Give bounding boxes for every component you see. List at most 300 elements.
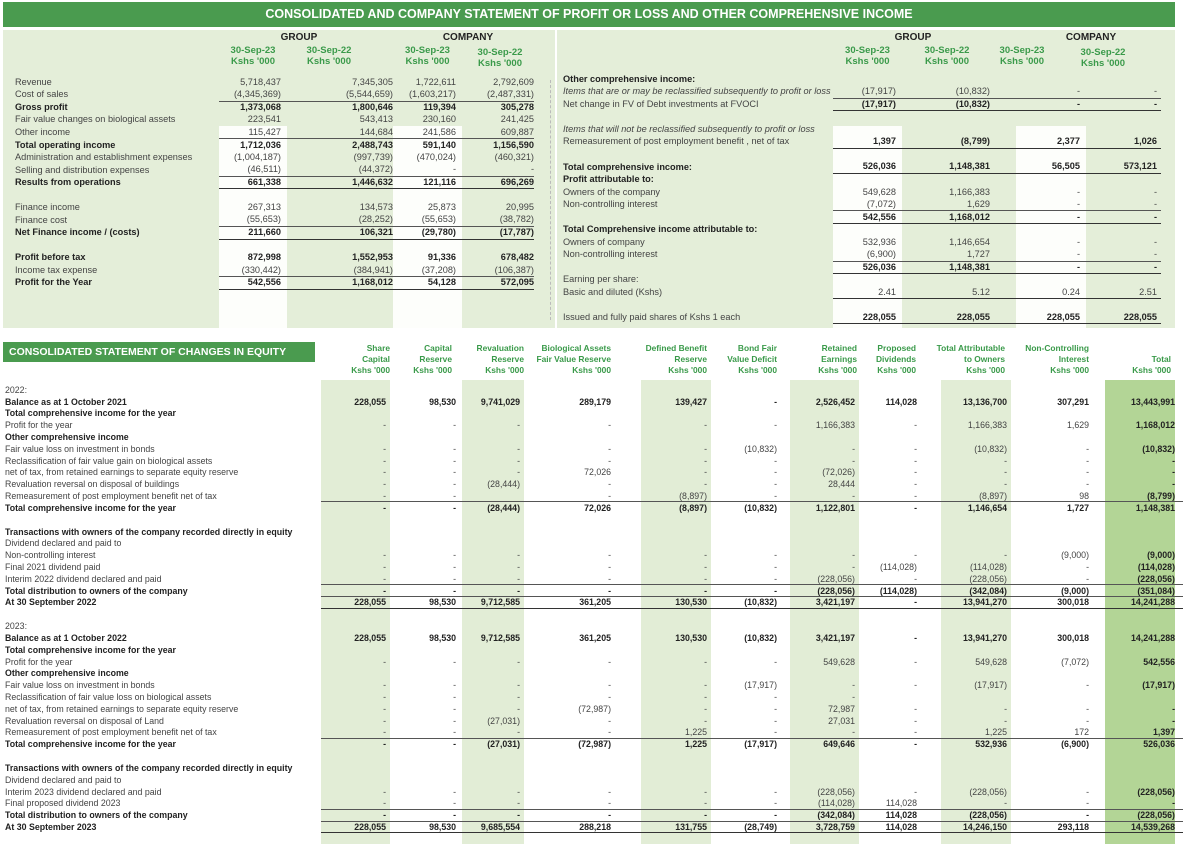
value-cell: 549,628 (862, 186, 896, 197)
table-row (3, 164, 555, 177)
row-label: 2023: (5, 621, 28, 632)
value-cell (929, 514, 1011, 526)
table-row (3, 101, 555, 114)
row-label: Dividend declared and paid to (5, 774, 122, 785)
value-cell (711, 620, 783, 632)
value-cell: 1,225 (684, 727, 707, 738)
value-cell: 872,998 (247, 252, 281, 263)
row-label (557, 148, 833, 161)
spacer (534, 201, 555, 214)
value-cell (641, 526, 711, 538)
value-cell: - (1004, 715, 1007, 726)
value-cell: 1,800,646 (287, 101, 393, 114)
value-cell: (228,056) (783, 585, 859, 597)
value-cell: (44,372) (358, 164, 393, 175)
value-cell: - (608, 479, 611, 490)
value-cell (393, 189, 462, 202)
value-cell (460, 526, 524, 538)
value-cell: - (517, 420, 520, 431)
equity-column-header: Retained Earnings Kshs '000 (818, 343, 857, 375)
value-cell: - (517, 443, 520, 454)
value-cell (321, 620, 390, 632)
spacer (1161, 311, 1175, 324)
value-cell: (1,603,217) (409, 89, 456, 100)
spacer (534, 101, 555, 114)
value-cell: 542,556 (833, 211, 902, 224)
value-cell (460, 668, 524, 680)
value-cell: - (608, 727, 611, 738)
value-cell: - (1086, 479, 1089, 490)
value-cell: 661,338 (219, 176, 287, 189)
value-cell: - (914, 573, 917, 584)
value-cell: 56,505 (1016, 161, 1086, 174)
value-cell: - (1004, 798, 1007, 809)
value-cell: 14,241,288 (1130, 633, 1175, 644)
value-cell: - (914, 455, 917, 466)
value-cell: - (1086, 98, 1161, 111)
value-cell: (28,444) (460, 502, 524, 514)
value-cell: - (390, 809, 460, 821)
value-cell: - (704, 420, 707, 431)
value-cell: 230,160 (422, 114, 456, 125)
value-cell: 1,148,381 (902, 261, 1016, 274)
value-cell (460, 608, 524, 620)
value-cell (1086, 299, 1161, 312)
value-cell: 14,241,288 (1105, 597, 1183, 609)
value-cell: 228,055 (354, 633, 386, 644)
value-cell (1011, 750, 1105, 762)
row-label: Revenue (15, 76, 52, 87)
table-row (3, 821, 1183, 833)
row-label: 2022: (5, 384, 28, 395)
table-row (3, 277, 555, 290)
value-cell (460, 762, 524, 774)
value-cell: (10,832) (902, 98, 1016, 111)
value-cell: - (859, 502, 929, 514)
value-cell (833, 73, 902, 86)
row-label: Final proposed dividend 2023 (5, 798, 121, 809)
value-cell: - (321, 809, 390, 821)
value-cell (1011, 538, 1105, 550)
value-cell: (351,084) (1105, 585, 1183, 597)
value-cell: - (453, 786, 456, 797)
value-cell: 549,628 (823, 656, 855, 667)
row-label (557, 211, 833, 224)
value-cell: 13,941,270 (962, 633, 1007, 644)
row-label: net of tax, from retained earnings to separate equity reserve (5, 467, 239, 478)
value-cell (524, 384, 641, 396)
value-cell (1011, 774, 1105, 786)
value-cell: - (390, 738, 460, 750)
value-cell: 114,028 (885, 396, 917, 407)
value-cell (929, 668, 1011, 680)
value-cell (859, 608, 929, 620)
table-row (557, 73, 1175, 86)
table-row (3, 632, 1183, 644)
value-cell: - (383, 715, 386, 726)
value-cell (929, 644, 1011, 656)
table-row (3, 549, 1183, 561)
table-row (3, 585, 1183, 597)
value-cell: 228,055 (902, 311, 1016, 324)
value-cell (711, 514, 783, 526)
value-cell (393, 239, 462, 252)
value-cell (321, 750, 390, 762)
table-row (3, 431, 1183, 443)
row-label: Owners of company (563, 236, 645, 247)
value-cell: - (517, 467, 520, 478)
value-cell: 54,128 (393, 277, 462, 290)
value-cell: 211,660 (219, 227, 287, 240)
value-cell: (8,897) (641, 502, 711, 514)
value-cell: - (774, 455, 777, 466)
value-cell: 25,873 (427, 202, 456, 213)
spacer (1161, 286, 1175, 299)
row-label: Finance cost (15, 214, 68, 225)
row-label: Items that will not be reclassified subsequently to profit or loss (563, 123, 815, 134)
row-label: Fair value changes on biological assets (15, 114, 176, 125)
value-cell (1086, 123, 1161, 136)
value-cell (390, 514, 460, 526)
value-cell (859, 691, 929, 703)
value-cell: - (453, 420, 456, 431)
value-cell: - (852, 692, 855, 703)
value-cell: 20,995 (505, 202, 534, 213)
table-row (3, 189, 555, 202)
value-cell (929, 691, 1011, 703)
value-cell: 1,629 (967, 198, 990, 209)
table-row (3, 89, 555, 102)
value-cell: - (641, 585, 711, 597)
value-cell: - (608, 550, 611, 561)
value-cell: 300,018 (1057, 633, 1089, 644)
value-cell: - (453, 490, 456, 501)
value-cell: - (774, 396, 777, 407)
spacer (1161, 261, 1175, 274)
value-cell: 1,722,611 (415, 76, 456, 87)
row-label: Profit for the Year (15, 277, 92, 288)
value-cell: 361,205 (579, 633, 611, 644)
date-header: 30-Sep-23 Kshs '000 (845, 45, 890, 67)
value-cell (321, 608, 390, 620)
value-cell: - (517, 727, 520, 738)
value-cell: 1,712,036 (219, 139, 287, 152)
value-cell: - (517, 703, 520, 714)
row-label (3, 514, 321, 526)
row-label: Other income (15, 126, 71, 137)
spacer (534, 139, 555, 152)
value-cell (287, 189, 393, 202)
value-cell: (1,004,187) (234, 152, 281, 163)
value-cell (1105, 668, 1183, 680)
value-cell: - (1172, 715, 1175, 726)
value-cell: - (390, 585, 460, 597)
company-header: COMPANY (1065, 32, 1117, 43)
value-cell: (7,072) (866, 198, 896, 209)
value-cell (711, 538, 783, 550)
value-cell (524, 620, 641, 632)
value-cell (929, 408, 1011, 420)
equity-column-header: Non-Controlling Interest Kshs '000 (1025, 343, 1089, 375)
row-label: Remeasurement of post employment benefit , net of tax (563, 136, 790, 147)
value-cell: - (1086, 562, 1089, 573)
value-cell: - (1086, 261, 1161, 274)
table-row (3, 644, 1183, 656)
value-cell: - (914, 680, 917, 691)
value-cell: 1,168,012 (1135, 420, 1175, 431)
value-cell: 1,146,654 (949, 236, 990, 247)
value-cell: - (1086, 715, 1089, 726)
value-cell: - (852, 455, 855, 466)
value-cell: - (608, 455, 611, 466)
value-cell (833, 299, 902, 312)
value-cell: 228,055 (354, 396, 386, 407)
value-cell: - (704, 550, 707, 561)
value-cell: - (608, 562, 611, 573)
value-cell (390, 526, 460, 538)
table-row (3, 715, 1183, 727)
value-cell (1011, 526, 1105, 538)
table-row (3, 656, 1183, 668)
value-cell: - (453, 680, 456, 691)
row-label: Other comprehensive income (5, 668, 129, 679)
row-label: Net change in FV of Debt investments at FVOCI (563, 98, 759, 109)
value-cell (783, 408, 859, 420)
value-cell: 1,168,012 (287, 277, 393, 290)
value-cell (1086, 73, 1161, 86)
value-cell: (342,084) (783, 809, 859, 821)
spacer (534, 126, 555, 139)
value-cell: - (608, 443, 611, 454)
value-cell: - (524, 809, 641, 821)
spacer (534, 239, 555, 252)
value-cell (783, 668, 859, 680)
value-cell (1105, 431, 1183, 443)
value-cell: - (1172, 455, 1175, 466)
row-label: Total comprehensive income: (563, 161, 692, 172)
value-cell: 5.12 (902, 286, 1016, 299)
value-cell: - (517, 455, 520, 466)
value-cell: (2,487,331) (487, 89, 534, 100)
spacer (1161, 123, 1175, 136)
row-label: Items that are or may be reclassified subsequently to profit or loss (563, 86, 831, 97)
row-label: Earning per share: (563, 274, 639, 285)
value-cell (321, 514, 390, 526)
value-cell (1011, 431, 1105, 443)
value-cell (390, 762, 460, 774)
row-label: Total distribution to owners of the company (5, 585, 188, 596)
value-cell: 678,482 (500, 252, 534, 263)
row-label: Administration and establishment expenses (15, 152, 193, 163)
value-cell: 1,397 (833, 136, 902, 149)
table-row (3, 679, 1183, 691)
value-cell: 549,628 (975, 656, 1007, 667)
value-cell: - (859, 738, 929, 750)
value-cell: - (704, 443, 707, 454)
value-cell: (9,000) (1147, 550, 1175, 561)
row-label: Revaluation reversal on disposal of Land (5, 715, 164, 726)
value-cell: - (914, 703, 917, 714)
equity-column-header: Defined Benefit Reserve Kshs '000 (645, 343, 707, 375)
date-header: 30-Sep-22 Kshs '000 (1080, 47, 1126, 69)
value-cell: 532,936 (929, 738, 1011, 750)
value-cell: 1,148,381 (902, 161, 1016, 174)
group-header: GROUP (894, 32, 932, 43)
value-cell (641, 608, 711, 620)
value-cell: - (453, 715, 456, 726)
value-cell (833, 148, 902, 161)
value-cell: - (1011, 809, 1105, 821)
table-row (557, 173, 1175, 186)
value-cell: - (1004, 467, 1007, 478)
value-cell: - (1004, 455, 1007, 466)
value-cell (859, 538, 929, 550)
date-header: 30-Sep-22 Kshs '000 (924, 45, 970, 67)
value-cell: - (608, 490, 611, 501)
table-row (557, 299, 1175, 312)
value-cell: - (1004, 550, 1007, 561)
value-cell: 609,887 (500, 126, 534, 137)
value-cell: - (704, 798, 707, 809)
value-cell (524, 408, 641, 420)
value-cell: - (383, 573, 386, 584)
table-row (3, 264, 555, 277)
value-cell: - (530, 164, 534, 175)
value-cell (1011, 384, 1105, 396)
value-cell: 14,539,268 (1105, 821, 1183, 833)
value-cell: 1,727 (1011, 502, 1105, 514)
table-row (3, 151, 555, 164)
value-cell: 241,425 (500, 114, 534, 125)
value-cell: - (704, 562, 707, 573)
value-cell: (17,787) (462, 227, 534, 240)
value-cell (859, 644, 929, 656)
value-cell: - (711, 585, 783, 597)
value-cell (1016, 223, 1086, 236)
row-label (3, 750, 321, 762)
value-cell (859, 431, 929, 443)
table-row (3, 214, 555, 227)
value-cell: 1,225 (984, 727, 1007, 738)
value-cell: 361,205 (524, 597, 641, 609)
table-row (3, 561, 1183, 573)
value-cell: - (1172, 798, 1175, 809)
value-cell: 2,792,609 (493, 76, 534, 87)
value-cell: 98,530 (429, 633, 456, 644)
value-cell: 228,055 (321, 597, 390, 609)
value-cell: - (1153, 186, 1157, 197)
row-label: Net Finance income / (costs) (15, 227, 140, 238)
value-cell: (17,917) (974, 680, 1007, 691)
value-cell (321, 774, 390, 786)
spacer (1161, 86, 1175, 99)
value-cell: (228,056) (817, 786, 855, 797)
value-cell: (5,544,659) (346, 89, 393, 100)
value-cell (859, 762, 929, 774)
value-cell (1105, 620, 1183, 632)
table-row (3, 443, 1183, 455)
value-cell: - (1086, 573, 1089, 584)
spacer (1161, 274, 1175, 287)
value-cell: - (383, 479, 386, 490)
row-label (557, 299, 833, 312)
value-cell: - (1153, 86, 1157, 97)
equity-column-header: Total Attributable to Owners Kshs '000 (936, 343, 1005, 375)
value-cell (641, 762, 711, 774)
value-cell: - (1016, 211, 1086, 224)
value-cell: - (774, 562, 777, 573)
spacer (1161, 173, 1175, 186)
value-cell (390, 431, 460, 443)
equity-column-header: Proposed Dividends Kshs '000 (875, 343, 916, 375)
value-cell: 288,218 (524, 821, 641, 833)
value-cell (462, 189, 534, 202)
value-cell: 649,646 (783, 738, 859, 750)
table-row (3, 608, 1183, 620)
value-cell: 13,941,270 (929, 597, 1011, 609)
value-cell (833, 274, 902, 287)
value-cell: (38,782) (499, 214, 534, 225)
table-row (557, 148, 1175, 161)
value-cell: - (1172, 467, 1175, 478)
spacer (1161, 161, 1175, 174)
value-cell (929, 750, 1011, 762)
date-header: 30-Sep-22 Kshs '000 (477, 47, 523, 69)
date-header: 30-Sep-23 Kshs '000 (405, 45, 450, 67)
value-cell: - (453, 562, 456, 573)
value-cell: - (383, 443, 386, 454)
value-cell: - (774, 715, 777, 726)
value-cell: 228,055 (1086, 311, 1161, 324)
value-cell: - (1153, 249, 1157, 260)
value-cell: 9,712,585 (480, 633, 520, 644)
value-cell: 1,629 (1066, 420, 1089, 431)
value-cell: - (517, 562, 520, 573)
table-row (3, 490, 1183, 502)
value-cell: 5,718,437 (240, 76, 281, 87)
value-cell (859, 408, 929, 420)
value-cell (460, 750, 524, 762)
value-cell: 3,421,197 (783, 597, 859, 609)
value-cell: 172 (1074, 727, 1089, 738)
value-cell (1011, 762, 1105, 774)
value-cell (460, 644, 524, 656)
value-cell (1011, 408, 1105, 420)
value-cell: - (608, 680, 611, 691)
value-cell: (330,442) (241, 264, 281, 275)
value-cell (711, 384, 783, 396)
value-cell: 2.41 (833, 286, 902, 299)
value-cell (859, 384, 929, 396)
value-cell: - (914, 715, 917, 726)
group-header: GROUP (280, 32, 318, 43)
value-cell (711, 526, 783, 538)
table-row (3, 514, 1183, 526)
value-cell (1016, 123, 1086, 136)
value-cell: 573,121 (1086, 161, 1161, 174)
value-cell: (8,799) (1147, 490, 1175, 501)
table-row (3, 786, 1183, 798)
value-cell: (9,000) (1061, 550, 1089, 561)
value-cell (783, 608, 859, 620)
value-cell: (460,321) (494, 152, 534, 163)
value-cell: 114,028 (885, 798, 917, 809)
value-cell: (114,028) (817, 798, 855, 809)
value-cell (1086, 274, 1161, 287)
value-cell: - (1076, 86, 1080, 97)
table-row (3, 114, 555, 127)
value-cell: 139,427 (675, 396, 707, 407)
